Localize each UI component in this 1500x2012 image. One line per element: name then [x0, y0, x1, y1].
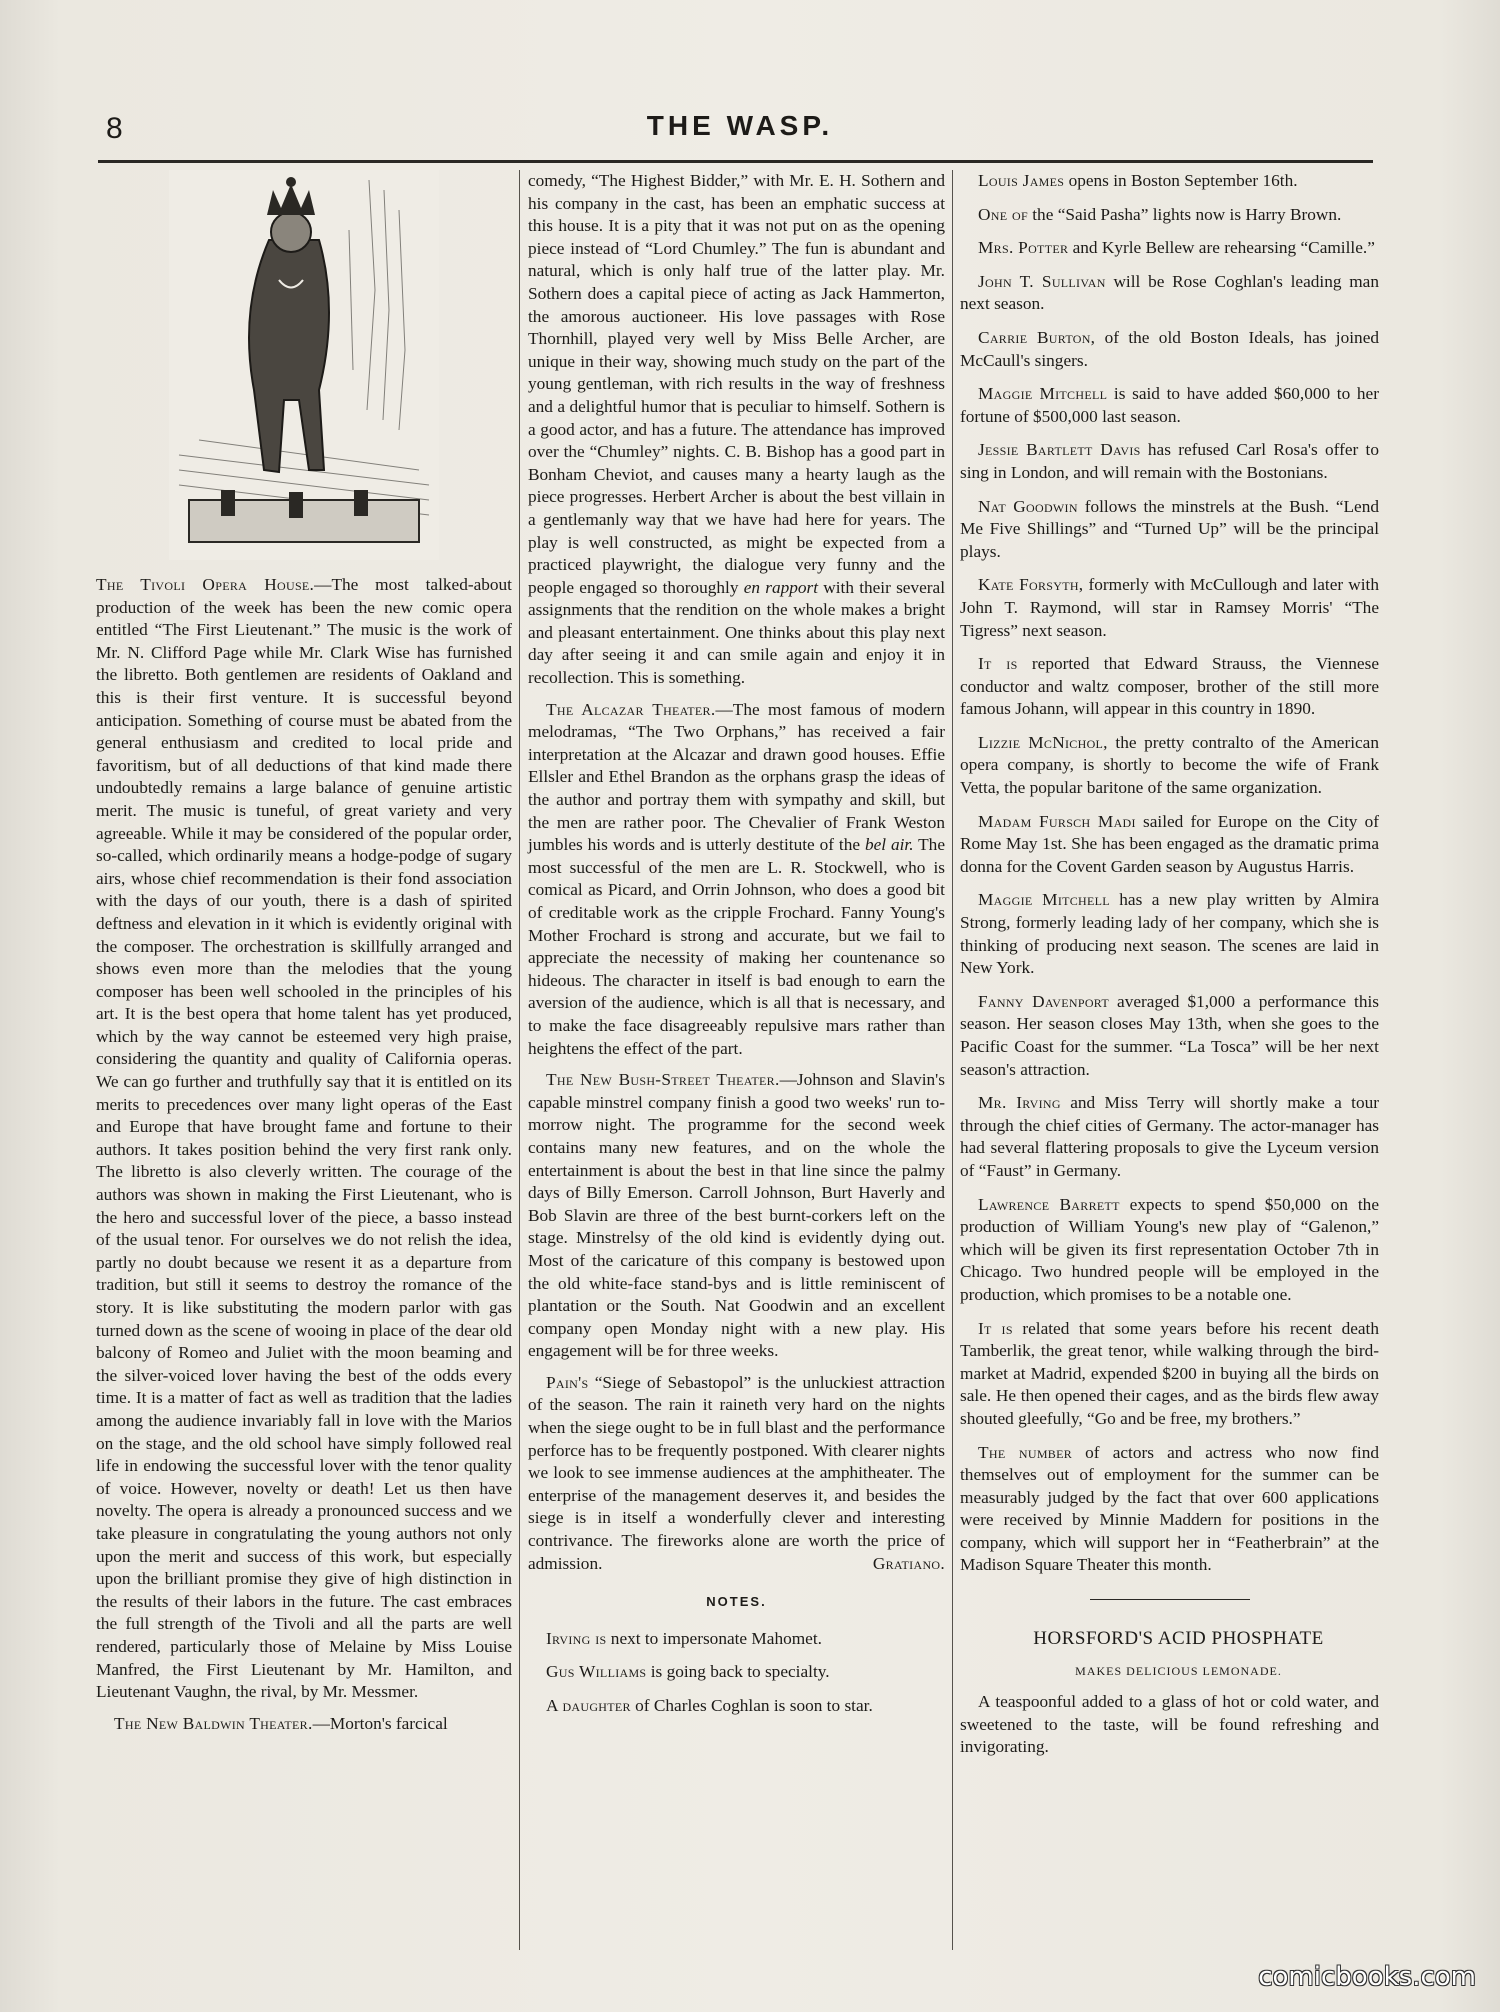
note-item: Mr. Irving and Miss Terry will shortly make a tour through the chief cities of Germany. The actor-manager has had several flattering proposals to give the Lyceum version of “Faust” in Germany. [960, 1093, 1379, 1180]
note-item: Nat Goodwin follows the minstrels at the Bush. “Lend Me Five Shillings” and “Turned Up” will be the principal plays. [960, 496, 1379, 561]
column-2 [528, 170, 945, 1729]
note-item: Fanny Davenport averaged $1,000 a performance this season. Her season closes May 13th, when she goes to the Pacific Coast for the summer. “La Tosca” will be her next season's attraction. [960, 991, 1380, 1079]
ad-divider [1090, 1599, 1250, 1600]
note-item: It is reported that Edward Strauss, the Viennese conductor and waltz composer, brother of the still more famous Johann, will appear in this country in 1890. [960, 654, 1379, 719]
note-item: Irving is next to impersonate Mahomet. [546, 1628, 822, 1648]
pains-review: Pain's “Siege of Sebastopol” is the unluckiest attraction of the season. The rain it raineth very hard on the nights when the siege ought to be in full blast and the performance perforce has to be frequently postponed. With clearer nights we look to see immense audiences at the amphitheater. The enterprise of the management deserves it, and besides the siege is in itself a wonderfully clever and interesting contrivance. The fireworks alone are worth the price of admission. Gratiano. [528, 1372, 945, 1575]
note-item: It is related that some years before his recent death Tamberlik, the great tenor, while walking through the bird-market at Madrid, expended $200 in buying all the birds on sale. He then opened their cages, and as the birds flew away shouted gleefully, “Go and be free, my brothers.” [960, 1318, 1379, 1428]
note-item: A daughter of Charles Coghlan is soon to star. [546, 1696, 873, 1715]
note-item: Louis James opens in Boston September 16th. [978, 171, 1298, 190]
alcazar-review: The Alcazar Theater.—The most famous of modern melodramas, “The Two Orphans,” has received a fair interpretation at the Alcazar and drawn good houses. Effie Ellsler and Ethel Brandon as the orphans grasp the ideas of the author and portray them with sympathy and skill, but the men are rather poor. The Chevalier of Frank Weston jumbles his words and is utterly destitute of the bel air. The most successful of the men are L. R. Stockwell, who is comical as Picard, and Orrin Johnson, who does a good bit of creditable work as the cripple Frochard. Fanny Young's Mother Frochard is strong and accurate, but we fail to appreciate the necessity of making her countenance so hideous. The character in itself is bad enough to earn the aversion of the audience, which is all that is necessary, and to make the face disagreeably repulsive mars rather than heightens the effect of the part. [528, 699, 945, 1058]
notes-heading: NOTES. [706, 1594, 767, 1610]
ad-text: A teaspoonful added to a glass of hot or cold water, and sweetened to the taste, will be found refreshing and invigorating. [960, 1692, 1379, 1757]
note-item: The number of actors and actress who now find themselves out of employment for the summer can be measurably judged by the fact that over 600 applications were received by Minnie Maddern for positions in the company, which will support her in “Featherbrain” at the Madison Square Theater this month. [960, 1442, 1379, 1575]
note-item: John T. Sullivan will be Rose Coghlan's leading man next season. [960, 271, 1379, 314]
column-divider [952, 170, 953, 1950]
bush-street-review: The New Bush-Street Theater.—Johnson and Slavin's capable minstrel company finish a good two weeks' run to-morrow night. The programme for the second week contains many new features, and on the whole the entertainment is about the best in that line since the palmy days of Billy Emerson. Carroll Johnson, Burt Haverly and Bob Slavin are three of the best burnt-corkers left on the stage. Minstrelsy of the old kind is evidently dying out. Most of the caricature of this company is bestowed upon the old white-face stand-bys and is little reminiscent of plantation or the South. Nat Goodwin and an excellent company open Monday night with a new play. His engagement will be for three weeks. [528, 1070, 945, 1361]
site-watermark: comicbooks.com [1258, 1962, 1476, 1992]
note-item: Mrs. Potter and Kyrle Bellew are rehearsing “Camille.” [978, 238, 1375, 258]
note-item: One of the “Said Pasha” lights now is Harry Brown. [978, 204, 1342, 224]
note-item: Kate Forsyth, formerly with McCullough and later with John T. Raymond, will star in Ramsey Morris' “The Tigress” next season. [960, 575, 1379, 640]
note-item: Madam Fursch Madi sailed for Europe on the City of Rome May 1st. She has been engaged as the dramatic prima donna for the Covent Garden season by Augustus Harris. [960, 811, 1379, 876]
header-rule [98, 160, 1373, 163]
note-item: Lawrence Barrett expects to spend $50,000 on the production of William Young's new play of “Galenon,” which will be given its first representation October 7th in Chicago. Two hundred people will be employed in the production, which promises to be a notable one. [960, 1194, 1379, 1304]
caricature-illustration [169, 170, 439, 560]
baldwin-review-start: The New Baldwin Theater.—Morton's farcical [114, 1713, 448, 1733]
note-item: Jessie Bartlett Davis has refused Carl Rosa's offer to sing in London, and will remain with the Bostonians. [960, 440, 1379, 482]
ad-title: HORSFORD'S ACID PHOSPHATE [1033, 1628, 1324, 1650]
column-3 [960, 170, 1379, 1768]
ad-subtitle: MAKES DELICIOUS LEMONADE. [1075, 1663, 1282, 1678]
page-number: 8 [106, 112, 123, 145]
note-item: Lizzie McNichol, the pretty contralto of the American opera company, is shortly to become the wife of Frank Vetta, the popular baritone of the same organization. [960, 732, 1379, 798]
note-item: Maggie Mitchell is said to have added $60,000 to her fortune of $500,000 last season. [960, 384, 1379, 426]
column-divider [519, 170, 520, 1950]
column-1 [96, 170, 512, 1744]
note-item: Carrie Burton, of the old Boston Ideals, has joined McCaull's singers. [960, 327, 1380, 370]
baldwin-review-continued: comedy, “The Highest Bidder,” with Mr. E. H. Sothern and his company in the cast, has been an emphatic success at this house. It is a pity that it was not put on as the opening piece instead of “Lord Chumley.” The fun is abundant and natural, which is only half true of the latter play. Mr. Sothern does a capital piece of acting as Jack Hammerton, the amorous auctioneer. His love passages with Rose Thornhill, played very well by Miss Belle Archer, are unique in their way, showing much study on the part of the young gentleman, with rich results in the way of freshness and a delightful humor that is peculiar to himself. Sothern is a good actor, and has a future. The attendance has improved over the “Chumley” nights. C. B. Bishop has a good part in Bonham Cheviot, and causes many a hearty laugh as the piece progresses. Herbert Archer is about the best villain in a gentlemanly way that we have had here for years. The play is well constructed, as might be expected from a practiced playwright, the dialogue very funny and the people engaged so thoroughly en rapport with their several assignments that the rendition on the whole makes a bright and pleasant entertainment. One thinks about this play next day after seeing it and can smile again and enjoy it in recollection. This is something. [528, 171, 945, 688]
tivoli-review: The Tivoli Opera House.—The most talked-about production of the week has been the new comic opera entitled “The First Lieutenant.” The music is the work of Mr. N. Clifford Page while Mr. Clark Wise has furnished the libretto. Both gentlemen are residents of Oakland and this is their first venture. It is successful beyond anticipation. Something of course must be abated from the general enthusiasm and credited to local pride and favoritism, but of all deductions of that kind made there undoubtedly remains a large balance of genuine artistic merit. The music is tuneful, of great variety and very agreeable. While it may be considered of the popular order, so-called, which ordinarily means a hodge-podge of sugary airs, whose chief recommendation is their fond association with the days of our youth, there is a dash of spirited deftness and elevation in it which is evidently original with the composer. The orchestration is skillfully arranged and shows even more than the melodies that the young composer has been well schooled in the principles of his art. It is the best opera that home talent has yet produced, which by the way cannot be esteemed very high praise, considering the quantity and quality of California operas. We can go further and truthfully say that it is entitled on its merits to precedences over many light operas of the East and Europe that have brought fame and fortune to their authors. It takes position behind the very first rank only. The libretto is also cleverly written. The courage of the authors was shown in making the First Lieutenant, who is the hero and successful lover of the piece, a basso instead of the usual tenor. For ourselves we do not relish the idea, partly no doubt because we resent it as a departure from tradition, but still it seems to destroy the romance of the story. It is like substituting the modern parlor with gas turned down as the scene of wooing in place of the dear old balcony of Romeo and Juliet with the moon beaming and the silver-voiced lover having the best of the odds every time. It is a matter of fact as well as tradition that the ladies among the audience invariably fall in love with the Marios on the stage, and the old school have simply followed real life in endowing the successful lover with the tenor quality of voice. However, novelty or death! Let us then have novelty. The opera is already a pronounced success and we take pleasure in congratulating the young authors not only upon the merit and success of this work, but especially upon the brilliant promise they give of high distinction in the results of their labors in the future. The cast embraces the full strength of the Tivoli and all the parts are well rendered, particularly those of Melaine by Miss Louise Manfred, the First Lieutenant by Mr. Hamilton, and Lieutenant Vaughn, the rival, by Mr. Messmer. [96, 575, 512, 1702]
masthead-title: THE WASP. [646, 110, 834, 141]
note-item: Maggie Mitchell has a new play written by Almira Strong, formerly leading lady of her company, which she is thinking of producing next season. The scenes are laid in New York. [960, 890, 1379, 978]
note-item: Gus Williams is going back to specialty. [546, 1662, 830, 1682]
signature: Gratiano. [872, 1553, 945, 1573]
